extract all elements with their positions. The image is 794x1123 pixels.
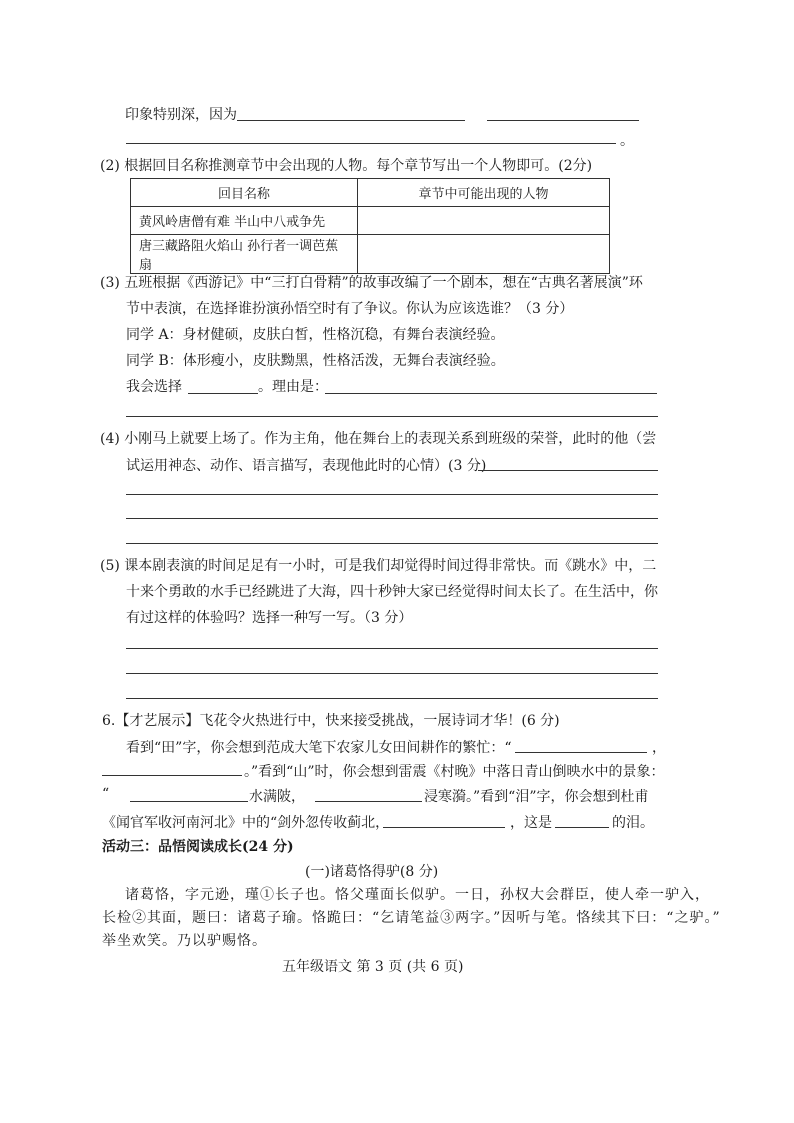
table-header-row <box>131 179 610 207</box>
question-4-line-1: (4) 小刚马上就要上场了。作为主角，他在舞台上的表现关系到班级的荣誉，此时的他（尝 <box>100 431 657 447</box>
poem-blank[interactable] <box>102 775 242 776</box>
column-header: 章节中可能出现的人物 <box>358 179 610 207</box>
period-mark: 。 <box>620 133 634 149</box>
emotion-blank[interactable] <box>555 827 609 828</box>
comma-mark: ， <box>652 740 666 756</box>
poem-blank[interactable] <box>130 801 248 802</box>
open-quote: “ <box>102 786 110 802</box>
chapter-table <box>130 178 610 274</box>
question-3-line-1: (3) 五班根据《西游记》中“三打白骨精”的故事改编了一个剧本，想在“古典名著展演”环 <box>100 275 643 291</box>
answer-line[interactable] <box>126 698 658 699</box>
character-answer-cell[interactable] <box>358 235 610 274</box>
question-4-line-2: 试运用神态、动作、语言描写，表现他此时的心情）(3 分) <box>126 458 487 474</box>
passage-paragraph-2: 长检②其面，题曰：诸葛子瑜。恪跪曰：“乞请笔益③两字。”因听与笔。恪续其下曰：“之驴。” <box>102 910 721 926</box>
question-6-line-2: 。”看到“山”时，你会想到雷震《村晚》中落日青山倒映水中的景象： <box>244 764 665 780</box>
student-a-description: 同学 A：身材健硕，皮肤白皙，性格沉稳，有舞台表演经验。 <box>126 327 505 343</box>
question-5-line-3: 有过这样的体验吗？选择一种写一写。（3 分） <box>126 610 413 626</box>
continuation-text: 印象特别深，因为 <box>125 107 237 123</box>
passage-paragraph-3: 举坐欢笑。乃以驴赐恪。 <box>102 933 267 949</box>
chapter-title-cell: 唐三藏路阻火焰山 孙行者一调芭蕉扇 <box>131 235 358 274</box>
answer-line[interactable] <box>325 393 657 394</box>
activity-3-title: 活动三：品悟阅读成长(24 分) <box>102 839 294 855</box>
question-6-header: 6.【才艺展示】飞花令火热进行中，快来接受挑战，一展诗词才华！(6 分) <box>102 713 560 729</box>
column-header: 回目名称 <box>131 179 358 207</box>
question-6-line-1a: 看到“田”字，你会想到范成大笔下农家儿女田间耕作的繁忙：“ <box>126 740 512 756</box>
answer-line[interactable] <box>126 648 658 649</box>
answer-line[interactable] <box>237 120 465 121</box>
answer-line[interactable] <box>126 143 616 144</box>
question-5-line-1: (5) 课本剧表演的时间足足有一小时，可是我们却觉得时间过得非常快。而《跳水》中，二 <box>100 558 657 574</box>
chapter-title-cell: 黄风岭唐僧有难 半山中八戒争先 <box>131 207 358 235</box>
choice-blank[interactable] <box>188 393 258 394</box>
answer-line[interactable] <box>126 416 658 417</box>
answer-line[interactable] <box>478 470 658 471</box>
poem-blank[interactable] <box>515 752 647 753</box>
poem-blank[interactable] <box>315 801 422 802</box>
answer-line[interactable] <box>126 673 658 674</box>
answer-line[interactable] <box>487 120 639 121</box>
choose-label: 我会选择 <box>126 379 182 395</box>
student-b-description: 同学 B：体形瘦小，皮肤黝黑，性格活泼，无舞台表演经验。 <box>126 353 505 369</box>
answer-line[interactable] <box>126 543 658 544</box>
table-row <box>131 207 610 235</box>
passage-paragraph-1: 诸葛恪，字元逊，瑾①长子也。恪父瑾面长似驴。一日，孙权大会群臣，使人牵一驴入， <box>125 887 710 903</box>
question-6-line-4c: 的泪。 <box>612 815 654 831</box>
reason-label: 。理由是： <box>258 379 328 395</box>
poem-blank[interactable] <box>383 827 505 828</box>
question-3-line-2: 节中表演，在选择谁扮演孙悟空时有了争议。你认为应该选谁？（3 分） <box>126 301 574 317</box>
question-6-line-3b: 水满陂， <box>249 789 305 805</box>
question-6-line-4b: ，这是 <box>510 815 552 831</box>
answer-line[interactable] <box>126 494 658 495</box>
question-2-prompt: (2) 根据回目名称推测章节中会出现的人物。每个章节写出一个人物即可。(2分) <box>100 158 593 174</box>
answer-line[interactable] <box>126 518 658 519</box>
question-6-line-3c: 浸寒漪。”看到“泪”字，你会想到杜甫 <box>424 789 649 805</box>
question-5-line-2: 十来个勇敢的水手已经跳进了大海，四十秒钟大家已经觉得时间太长了。在生活中，你 <box>126 584 658 600</box>
page-footer: 五年级语文 第 3 页 (共 6 页) <box>282 959 464 975</box>
question-6-line-4a: 《闻官军收河南河北》中的“剑外忽传收蓟北， <box>102 815 390 831</box>
reading-section-title: (一)诸葛恪得驴(8 分) <box>305 864 439 880</box>
character-answer-cell[interactable] <box>358 207 610 235</box>
table-row <box>131 235 610 274</box>
